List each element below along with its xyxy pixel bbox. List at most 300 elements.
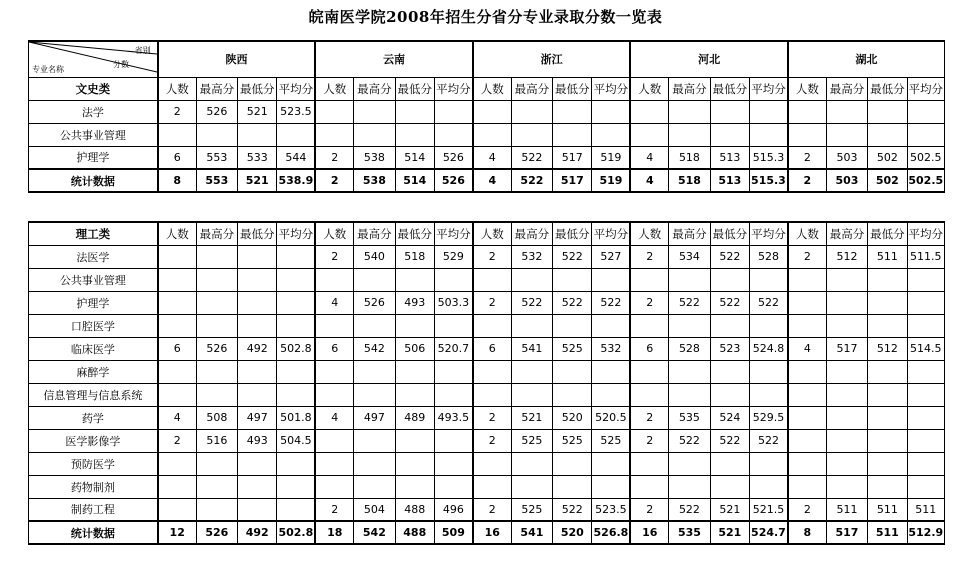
- score-cell: 502: [868, 146, 907, 169]
- total-row: [29, 169, 945, 192]
- score-cell: [592, 360, 630, 383]
- major-name: 临床医学: [29, 337, 158, 360]
- score-cell: [511, 123, 552, 146]
- score-cell: [354, 360, 395, 383]
- score-cell: 524: [710, 406, 749, 429]
- score-cell: [630, 475, 668, 498]
- score-cell: [907, 475, 944, 498]
- score-cell: [511, 100, 552, 123]
- score-cell: [553, 475, 592, 498]
- score-cell: [196, 123, 237, 146]
- score-cell: [553, 268, 592, 291]
- metric-header: 平均分: [750, 222, 788, 245]
- score-cell: [238, 452, 277, 475]
- score-cell: 493: [395, 291, 434, 314]
- score-cell: 522: [592, 291, 630, 314]
- metric-header: 最低分: [238, 77, 277, 100]
- score-cell: 522: [553, 291, 592, 314]
- score-cell: [868, 314, 907, 337]
- metric-header: 平均分: [907, 77, 944, 100]
- score-cell: [473, 452, 511, 475]
- score-cell: [669, 475, 710, 498]
- table-row: [29, 291, 945, 314]
- metric-header: 平均分: [592, 222, 630, 245]
- score-cell: [238, 245, 277, 268]
- score-cell: 525: [553, 429, 592, 452]
- score-cell: 489: [395, 406, 434, 429]
- total-cell: 517: [826, 521, 867, 544]
- score-cell: [788, 100, 826, 123]
- score-cell: [434, 383, 472, 406]
- total-cell: 2: [315, 169, 353, 192]
- score-cell: [669, 100, 710, 123]
- score-cell: 523: [710, 337, 749, 360]
- table-row: [29, 360, 945, 383]
- score-cell: [553, 360, 592, 383]
- metric-header: 最低分: [395, 77, 434, 100]
- score-cell: 493: [238, 429, 277, 452]
- score-cell: [434, 452, 472, 475]
- score-cell: [158, 452, 196, 475]
- score-cell: [434, 268, 472, 291]
- score-cell: [277, 498, 315, 521]
- score-cell: [788, 406, 826, 429]
- metric-header: 人数: [630, 222, 668, 245]
- score-cell: 553: [196, 146, 237, 169]
- province-header: 陕西: [158, 41, 316, 77]
- score-cell: [277, 268, 315, 291]
- metric-header: 最低分: [710, 77, 749, 100]
- metric-header: 最低分: [710, 222, 749, 245]
- score-cell: 517: [553, 146, 592, 169]
- score-cell: [354, 429, 395, 452]
- score-cell: [868, 406, 907, 429]
- metric-header: 平均分: [277, 222, 315, 245]
- score-cell: [907, 360, 944, 383]
- score-cell: [196, 498, 237, 521]
- metric-header: 最高分: [511, 222, 552, 245]
- score-cell: 4: [158, 406, 196, 429]
- score-cell: [315, 475, 353, 498]
- score-cell: [826, 268, 867, 291]
- score-cell: [788, 291, 826, 314]
- score-cell: [196, 360, 237, 383]
- score-cell: 525: [511, 429, 552, 452]
- score-cell: [669, 452, 710, 475]
- score-cell: 526: [434, 146, 472, 169]
- score-cell: 2: [158, 100, 196, 123]
- total-label: 统计数据: [29, 169, 158, 192]
- total-cell: 4: [473, 169, 511, 192]
- score-cell: [907, 123, 944, 146]
- score-cell: [238, 314, 277, 337]
- score-cell: [630, 452, 668, 475]
- score-cell: [473, 383, 511, 406]
- score-cell: [158, 245, 196, 268]
- score-cell: 504: [354, 498, 395, 521]
- score-cell: 511.5: [907, 245, 944, 268]
- table-row: [29, 498, 945, 521]
- score-cell: [315, 123, 353, 146]
- score-cell: [238, 498, 277, 521]
- score-cell: [788, 475, 826, 498]
- score-cell: 522: [553, 245, 592, 268]
- score-cell: [868, 452, 907, 475]
- total-cell: 526.8: [592, 521, 630, 544]
- province-header: 浙江: [473, 41, 631, 77]
- total-cell: 512.9: [907, 521, 944, 544]
- metric-header: 人数: [158, 77, 196, 100]
- metric-header: 最低分: [868, 77, 907, 100]
- total-cell: 514: [395, 169, 434, 192]
- metric-header: 最高分: [196, 222, 237, 245]
- score-cell: 501.8: [277, 406, 315, 429]
- score-cell: [315, 360, 353, 383]
- score-cell: [826, 291, 867, 314]
- metric-header: 最高分: [826, 77, 867, 100]
- score-cell: [868, 475, 907, 498]
- score-cell: [630, 268, 668, 291]
- score-cell: 521: [238, 100, 277, 123]
- score-cell: [868, 291, 907, 314]
- score-cell: [750, 383, 788, 406]
- score-cell: [868, 100, 907, 123]
- major-name: 护理学: [29, 146, 158, 169]
- major-name: 药物制剂: [29, 475, 158, 498]
- metric-header: 最低分: [868, 222, 907, 245]
- score-cell: [669, 314, 710, 337]
- total-cell: 503: [826, 169, 867, 192]
- score-cell: [592, 314, 630, 337]
- table-row: [29, 383, 945, 406]
- score-cell: 502.8: [277, 337, 315, 360]
- score-cell: [907, 452, 944, 475]
- major-name: 药学: [29, 406, 158, 429]
- score-cell: 2: [315, 498, 353, 521]
- corner-label-province: 省别: [134, 46, 151, 55]
- metric-header-row: [29, 77, 945, 100]
- score-cell: 541: [511, 337, 552, 360]
- score-cell: [434, 100, 472, 123]
- total-row: [29, 521, 945, 544]
- score-cell: 6: [158, 337, 196, 360]
- score-cell: [277, 452, 315, 475]
- total-cell: 553: [196, 169, 237, 192]
- table-row: [29, 406, 945, 429]
- metric-header: 平均分: [277, 77, 315, 100]
- metric-header: 最低分: [553, 222, 592, 245]
- score-cell: [196, 314, 237, 337]
- score-cell: [473, 360, 511, 383]
- province-header: 云南: [315, 41, 473, 77]
- score-cell: 523.5: [277, 100, 315, 123]
- score-cell: [710, 360, 749, 383]
- score-cell: [826, 406, 867, 429]
- section-title: 文史类: [29, 77, 158, 100]
- score-cell: [473, 314, 511, 337]
- score-cell: [868, 360, 907, 383]
- score-cell: [750, 100, 788, 123]
- score-cell: [907, 291, 944, 314]
- score-cell: [553, 123, 592, 146]
- total-cell: 526: [196, 521, 237, 544]
- score-cell: 520: [553, 406, 592, 429]
- province-header-row: [29, 41, 945, 77]
- score-cell: [868, 429, 907, 452]
- score-cell: [315, 314, 353, 337]
- score-cell: 526: [196, 100, 237, 123]
- score-cell: [196, 268, 237, 291]
- score-cell: [553, 452, 592, 475]
- total-cell: 8: [788, 521, 826, 544]
- score-cell: [710, 268, 749, 291]
- score-cell: 517: [826, 337, 867, 360]
- score-cell: 522: [710, 429, 749, 452]
- score-cell: 492: [238, 337, 277, 360]
- metric-header: 最低分: [238, 222, 277, 245]
- score-cell: [238, 475, 277, 498]
- score-cell: 504.5: [277, 429, 315, 452]
- score-cell: [395, 452, 434, 475]
- score-cell: [158, 314, 196, 337]
- score-cell: [511, 383, 552, 406]
- score-cell: [158, 268, 196, 291]
- major-name: 麻醉学: [29, 360, 158, 383]
- score-cell: [434, 360, 472, 383]
- score-cell: 2: [630, 245, 668, 268]
- score-cell: 2: [630, 406, 668, 429]
- score-cell: [592, 123, 630, 146]
- total-cell: 538: [354, 169, 395, 192]
- score-cell: 522: [511, 291, 552, 314]
- score-cell: [434, 314, 472, 337]
- score-cell: [750, 452, 788, 475]
- score-cell: [592, 475, 630, 498]
- score-cell: 516: [196, 429, 237, 452]
- score-cell: 532: [592, 337, 630, 360]
- major-name: 法学: [29, 100, 158, 123]
- score-cell: 525: [511, 498, 552, 521]
- score-cell: 502.5: [907, 146, 944, 169]
- total-cell: 535: [669, 521, 710, 544]
- metric-header: 最高分: [511, 77, 552, 100]
- major-name: 护理学: [29, 291, 158, 314]
- score-cell: [630, 360, 668, 383]
- score-cell: 521: [710, 498, 749, 521]
- score-cell: 527: [592, 245, 630, 268]
- score-cell: [238, 268, 277, 291]
- score-cell: 522: [750, 291, 788, 314]
- score-cell: 528: [669, 337, 710, 360]
- total-cell: 492: [238, 521, 277, 544]
- score-cell: [868, 123, 907, 146]
- score-cell: [788, 268, 826, 291]
- total-cell: 519: [592, 169, 630, 192]
- score-cell: [553, 383, 592, 406]
- score-cell: [511, 268, 552, 291]
- score-cell: 520.7: [434, 337, 472, 360]
- score-cell: 511: [868, 498, 907, 521]
- score-cell: [315, 383, 353, 406]
- score-cell: 540: [354, 245, 395, 268]
- score-cell: 529: [434, 245, 472, 268]
- score-cell: [669, 123, 710, 146]
- score-cell: [907, 100, 944, 123]
- metric-header: 平均分: [592, 77, 630, 100]
- score-cell: 534: [669, 245, 710, 268]
- total-cell: 517: [553, 169, 592, 192]
- score-cell: [196, 452, 237, 475]
- score-cell: [553, 314, 592, 337]
- total-cell: 502: [868, 169, 907, 192]
- score-cell: [473, 123, 511, 146]
- score-cell: 4: [630, 146, 668, 169]
- score-cell: [630, 100, 668, 123]
- score-cell: [511, 452, 552, 475]
- score-cell: [592, 100, 630, 123]
- score-cell: [669, 268, 710, 291]
- score-cell: [354, 475, 395, 498]
- score-cell: [788, 383, 826, 406]
- score-cell: [158, 475, 196, 498]
- score-cell: 2: [315, 245, 353, 268]
- metric-header: 最低分: [395, 222, 434, 245]
- total-cell: 8: [158, 169, 196, 192]
- score-cell: 497: [238, 406, 277, 429]
- score-cell: 2: [788, 498, 826, 521]
- score-cell: [826, 100, 867, 123]
- score-cell: [826, 429, 867, 452]
- score-cell: [826, 360, 867, 383]
- score-cell: 522: [669, 498, 710, 521]
- score-cell: [669, 383, 710, 406]
- section-title: 理工类: [29, 222, 158, 245]
- table-row: [29, 475, 945, 498]
- metric-header: 最高分: [354, 222, 395, 245]
- score-cell: [158, 123, 196, 146]
- score-cell: [395, 429, 434, 452]
- total-cell: 513: [710, 169, 749, 192]
- score-cell: [710, 100, 749, 123]
- score-cell: [395, 314, 434, 337]
- score-cell: 4: [315, 291, 353, 314]
- total-cell: 488: [395, 521, 434, 544]
- major-name: 信息管理与信息系统: [29, 383, 158, 406]
- score-cell: [907, 406, 944, 429]
- score-cell: [826, 123, 867, 146]
- total-cell: 522: [511, 169, 552, 192]
- score-cell: [907, 383, 944, 406]
- major-name: 医学影像学: [29, 429, 158, 452]
- score-cell: [238, 291, 277, 314]
- score-cell: [395, 360, 434, 383]
- metric-header: 人数: [315, 222, 353, 245]
- score-cell: [196, 475, 237, 498]
- score-cell: [473, 475, 511, 498]
- score-cell: 511: [826, 498, 867, 521]
- page-title: 皖南医学院2008年招生分省分专业录取分数一览表: [308, 8, 663, 26]
- corner-label-major: 专业名称: [32, 65, 64, 74]
- section-spacer: [29, 192, 945, 222]
- score-cell: [196, 245, 237, 268]
- score-cell: 4: [473, 146, 511, 169]
- table-row: [29, 429, 945, 452]
- score-cell: 518: [669, 146, 710, 169]
- score-cell: [592, 452, 630, 475]
- total-label: 统计数据: [29, 521, 158, 544]
- metric-header: 人数: [630, 77, 668, 100]
- total-cell: 2: [788, 169, 826, 192]
- score-cell: 2: [473, 498, 511, 521]
- table-row: [29, 100, 945, 123]
- score-cell: 496: [434, 498, 472, 521]
- score-cell: [395, 268, 434, 291]
- score-cell: [277, 383, 315, 406]
- score-cell: [669, 360, 710, 383]
- score-cell: [354, 383, 395, 406]
- score-cell: 522: [750, 429, 788, 452]
- metric-header: 最高分: [826, 222, 867, 245]
- score-cell: 520.5: [592, 406, 630, 429]
- score-cell: 6: [158, 146, 196, 169]
- metric-header-row: [29, 222, 945, 245]
- score-cell: 522: [511, 146, 552, 169]
- score-cell: [511, 360, 552, 383]
- score-cell: 525: [553, 337, 592, 360]
- score-cell: [750, 268, 788, 291]
- score-cell: 542: [354, 337, 395, 360]
- score-cell: [710, 452, 749, 475]
- score-cell: [511, 314, 552, 337]
- score-cell: 522: [710, 245, 749, 268]
- score-cell: [907, 268, 944, 291]
- metric-header: 最高分: [354, 77, 395, 100]
- score-cell: [238, 383, 277, 406]
- score-cell: 497: [354, 406, 395, 429]
- score-cell: 526: [354, 291, 395, 314]
- score-cell: [750, 314, 788, 337]
- score-cell: [196, 291, 237, 314]
- score-cell: [354, 100, 395, 123]
- score-cell: [788, 123, 826, 146]
- major-name: 公共事业管理: [29, 268, 158, 291]
- score-cell: 528: [750, 245, 788, 268]
- total-cell: 526: [434, 169, 472, 192]
- score-cell: 512: [868, 337, 907, 360]
- score-cell: [553, 100, 592, 123]
- score-cell: 515.3: [750, 146, 788, 169]
- score-cell: [434, 123, 472, 146]
- score-cell: [354, 268, 395, 291]
- score-cell: 522: [553, 498, 592, 521]
- score-cell: [434, 475, 472, 498]
- table-row: [29, 123, 945, 146]
- score-cell: [354, 452, 395, 475]
- score-cell: [395, 100, 434, 123]
- major-name: 公共事业管理: [29, 123, 158, 146]
- score-cell: [788, 429, 826, 452]
- score-cell: [315, 100, 353, 123]
- score-cell: 6: [315, 337, 353, 360]
- score-cell: 529.5: [750, 406, 788, 429]
- score-cell: 522: [669, 429, 710, 452]
- total-cell: 511: [868, 521, 907, 544]
- score-cell: 2: [473, 429, 511, 452]
- score-cell: [158, 360, 196, 383]
- major-name: 预防医学: [29, 452, 158, 475]
- major-name: 制药工程: [29, 498, 158, 521]
- metric-header: 人数: [788, 222, 826, 245]
